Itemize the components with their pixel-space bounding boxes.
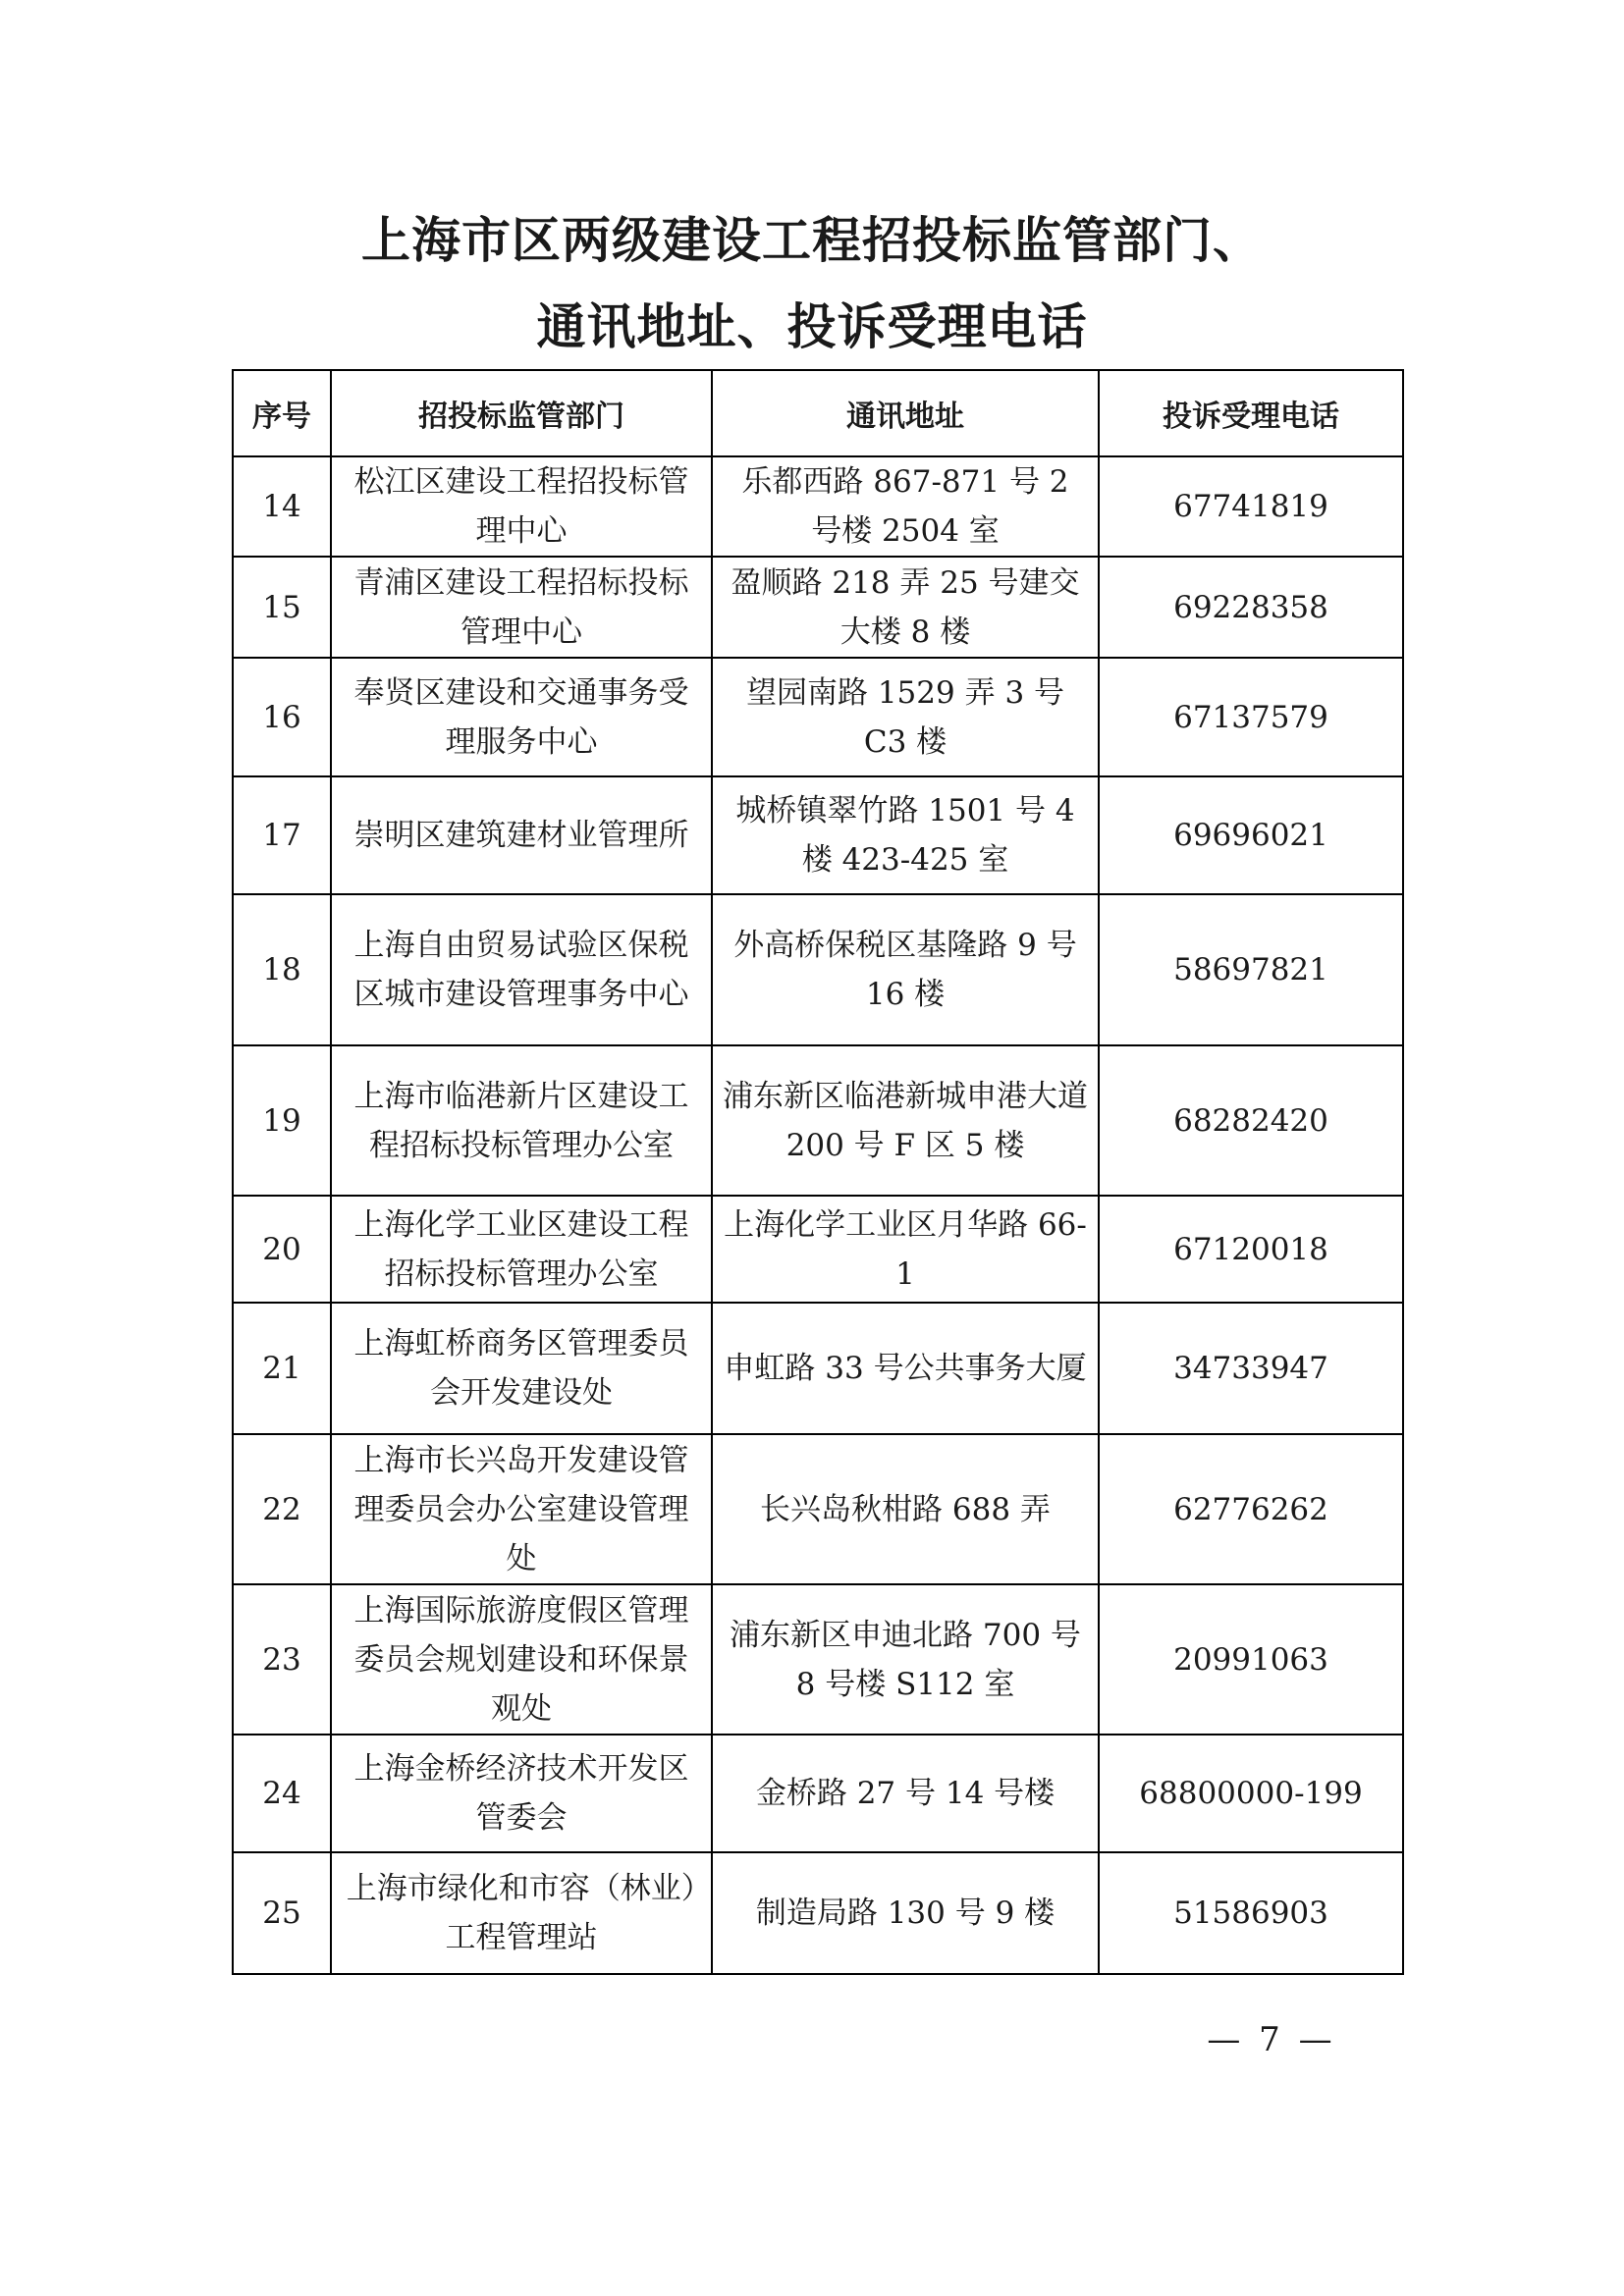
cell-address: 浦东新区临港新城申港大道 200 号 F 区 5 楼 [712,1045,1099,1196]
cell-phone: 69228358 [1099,557,1403,658]
cell-phone: 67120018 [1099,1196,1403,1303]
cell-address: 盈顺路 218 弄 25 号建交大楼 8 楼 [712,557,1099,658]
cell-department: 上海市绿化和市容（林业）工程管理站 [331,1852,712,1974]
table-row [233,1196,1403,1303]
header-complaint-phone: 投诉受理电话 [1099,370,1403,456]
cell-department: 上海化学工业区建设工程招标投标管理办公室 [331,1196,712,1303]
table-row [233,894,1403,1045]
table-row [233,1584,1403,1735]
cell-address: 浦东新区申迪北路 700 号 8 号楼 S112 室 [712,1584,1099,1735]
cell-phone: 51586903 [1099,1852,1403,1974]
cell-address: 制造局路 130 号 9 楼 [712,1852,1099,1974]
cell-phone: 68282420 [1099,1045,1403,1196]
cell-address: 金桥路 27 号 14 号楼 [712,1735,1099,1852]
cell-department: 青浦区建设工程招标投标管理中心 [331,557,712,658]
cell-address: 申虹路 33 号公共事务大厦 [712,1303,1099,1434]
cell-phone: 34733947 [1099,1303,1403,1434]
cell-address: 城桥镇翠竹路 1501 号 4 楼 423-425 室 [712,776,1099,894]
table-row [233,1852,1403,1974]
cell-department: 奉贤区建设和交通事务受理服务中心 [331,658,712,776]
cell-serial-number: 16 [233,658,331,776]
table-row [233,1735,1403,1852]
cell-department: 上海金桥经济技术开发区管委会 [331,1735,712,1852]
cell-address: 外高桥保税区基隆路 9 号 16 楼 [712,894,1099,1045]
table-row [233,557,1403,658]
cell-phone: 67741819 [1099,456,1403,557]
cell-department: 上海市长兴岛开发建设管理委员会办公室建设管理处 [331,1434,712,1584]
cell-department: 上海市临港新片区建设工程招标投标管理办公室 [331,1045,712,1196]
cell-serial-number: 15 [233,557,331,658]
cell-phone: 68800000-199 [1099,1735,1403,1852]
cell-department: 上海自由贸易试验区保税区城市建设管理事务中心 [331,894,712,1045]
contact-table [232,369,1404,1975]
cell-serial-number: 19 [233,1045,331,1196]
cell-department: 崇明区建筑建材业管理所 [331,776,712,894]
cell-department: 上海虹桥商务区管理委员会开发建设处 [331,1303,712,1434]
cell-serial-number: 14 [233,456,331,557]
cell-serial-number: 24 [233,1735,331,1852]
cell-serial-number: 18 [233,894,331,1045]
cell-phone: 62776262 [1099,1434,1403,1584]
cell-department: 松江区建设工程招投标管理中心 [331,456,712,557]
cell-phone: 20991063 [1099,1584,1403,1735]
table-row [233,776,1403,894]
document-title-line-1: 上海市区两级建设工程招投标监管部门、 [361,212,1263,269]
table-row [233,1303,1403,1434]
cell-address: 上海化学工业区月华路 66-1 [712,1196,1099,1303]
cell-serial-number: 17 [233,776,331,894]
cell-address: 长兴岛秋柑路 688 弄 [712,1434,1099,1584]
cell-serial-number: 22 [233,1434,331,1584]
cell-serial-number: 21 [233,1303,331,1434]
table-header-row [233,370,1403,456]
cell-phone: 69696021 [1099,776,1403,894]
table-row [233,658,1403,776]
cell-phone: 67137579 [1099,658,1403,776]
cell-serial-number: 25 [233,1852,331,1974]
document-title-line-2: 通讯地址、投诉受理电话 [536,298,1088,355]
cell-phone: 58697821 [1099,894,1403,1045]
cell-serial-number: 23 [233,1584,331,1735]
header-address: 通讯地址 [712,370,1099,456]
cell-address: 望园南路 1529 弄 3 号 C3 楼 [712,658,1099,776]
cell-address: 乐都西路 867-871 号 2 号楼 2504 室 [712,456,1099,557]
table-row [233,1434,1403,1584]
cell-serial-number: 20 [233,1196,331,1303]
cell-department: 上海国际旅游度假区管理委员会规划建设和环保景观处 [331,1584,712,1735]
page-number: — 7 — [1207,2020,1336,2059]
table-row [233,456,1403,557]
table-row [233,1045,1403,1196]
header-department: 招投标监管部门 [331,370,712,456]
header-serial-number: 序号 [233,370,331,456]
